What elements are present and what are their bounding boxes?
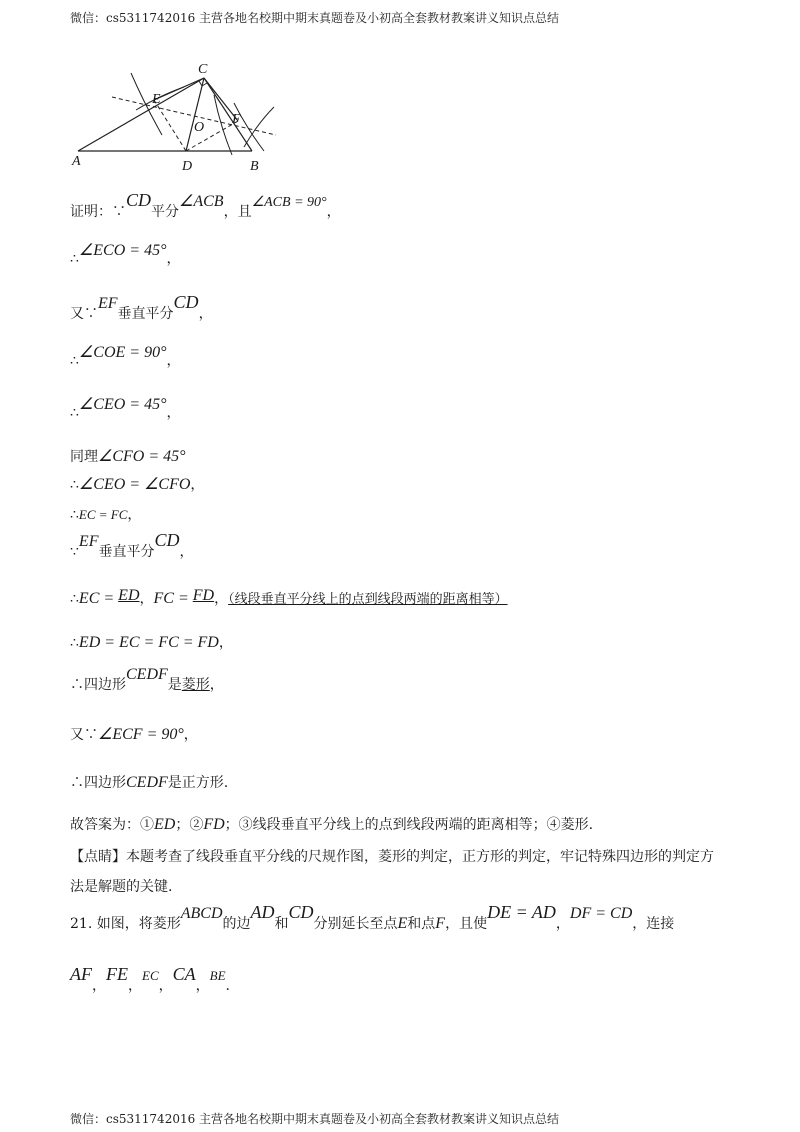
label-e: E — [152, 92, 161, 107]
dashed-segment — [154, 100, 186, 151]
proof-line-2: ∴∠ECO = 45°， — [70, 242, 181, 267]
proof-line-4: ∴∠COE = 90°， — [70, 344, 181, 369]
proof-line-3: 又∵EF垂直平分CD， — [70, 292, 213, 322]
proof-line-14: ∴四边形CEDF是正方形. — [70, 774, 229, 791]
proof-line-10: ∴EC = ED，FC = FD，（线段垂直平分线上的点到线段两端的距离相等） — [70, 587, 508, 607]
triangle-side-cb — [204, 78, 252, 151]
question-21-line-2: AF，FE，EC，CA，BE. — [70, 964, 230, 994]
proof-line-5: ∴∠CEO = 45°， — [70, 396, 181, 421]
label-a: A — [72, 154, 81, 169]
proof-line-7: ∴∠CEO = ∠CFO， — [70, 476, 205, 493]
arc-line — [244, 107, 274, 147]
comment-line-1: 【点睛】本题考查了线段垂直平分线的尺规作图，菱形的判定，正方形的判定，牢记特殊四边形的判定方 — [70, 849, 714, 865]
answer-line: 故答案为：①ED；②FD；③线段垂直平分线上的点到线段两端的距离相等；④菱形. — [70, 816, 594, 833]
geometry-figure — [66, 55, 286, 180]
proof-line-9: ∵EF垂直平分CD， — [70, 530, 194, 560]
question-21-line-1: 21. 如图，将菱形ABCD的边AD和CD分别延长至点E和点F，且使DE = AD，DF = CD，连接 — [70, 902, 675, 932]
segment-ec — [154, 78, 204, 100]
proof-line-11: ∴ED = EC = FC = FD， — [70, 634, 233, 651]
page-header: 微信：cs5311742016 主营各地名校期中期末真题卷及小初高全套教材教案讲义知识点总结 — [70, 11, 560, 25]
proof-line-8: ∴EC = FC， — [70, 507, 142, 523]
proof-line-12: ∴四边形CEDF是菱形， — [70, 666, 224, 693]
label-f: F — [232, 112, 241, 127]
label-d: D — [182, 159, 193, 174]
triangle-side-ac — [78, 78, 204, 151]
page-footer: 微信：cs5311742016 主营各地名校期中期末真题卷及小初高全套教材教案讲义知识点总结 — [70, 1112, 560, 1126]
label-c: C — [198, 62, 208, 77]
proof-line-1: 证明：∵CD平分∠ACB，且∠ACB = 90°， — [70, 190, 341, 220]
arc-line — [214, 95, 232, 155]
label-o: O — [194, 120, 205, 135]
arc-line — [234, 103, 264, 151]
comment-line-2: 法是解题的关键. — [70, 879, 173, 895]
label-b: B — [250, 159, 259, 174]
proof-line-13: 又∵∠ECF = 90°， — [70, 726, 198, 743]
proof-line-6: 同理∠CFO = 45° — [70, 448, 186, 465]
